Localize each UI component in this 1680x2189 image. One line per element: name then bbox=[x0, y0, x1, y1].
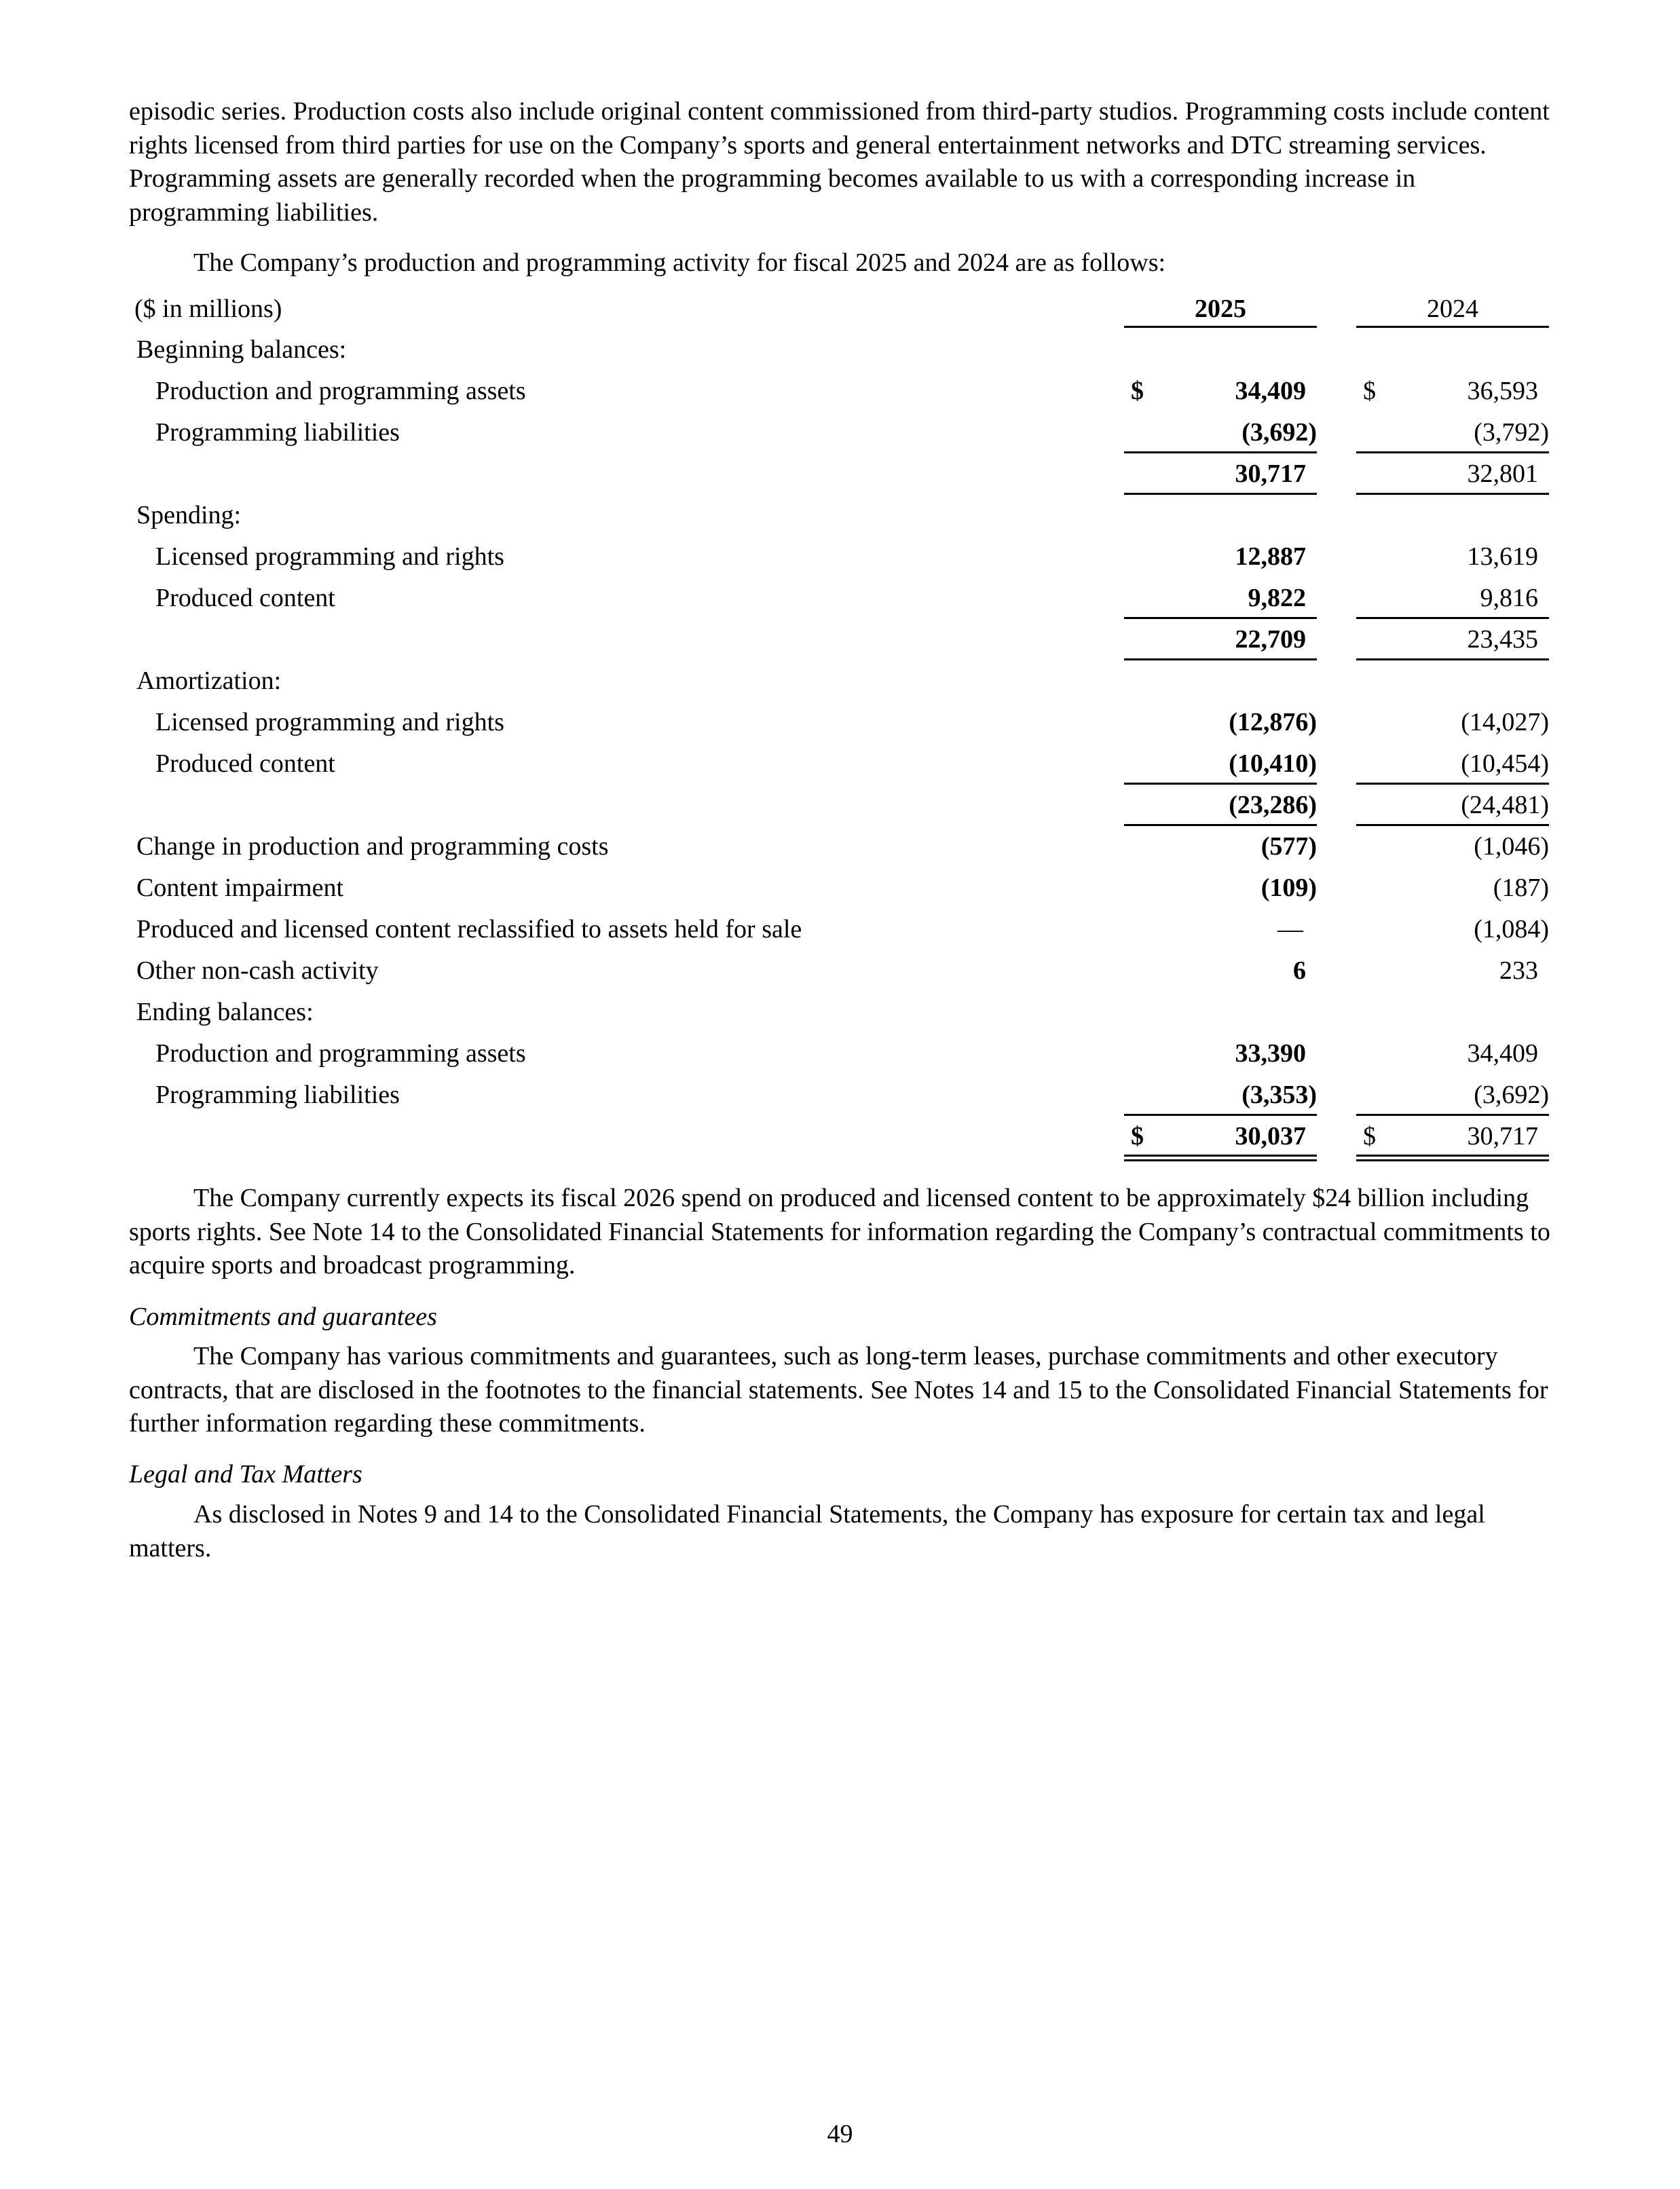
value-2025 bbox=[1124, 1036, 1317, 1070]
amount: 233 bbox=[1499, 956, 1538, 985]
value-2025 bbox=[1124, 871, 1317, 905]
row-label: Produced content bbox=[155, 749, 335, 778]
amount: (3,792) bbox=[1474, 418, 1549, 447]
subtotal-rule bbox=[1356, 1114, 1549, 1116]
subtotal-rule bbox=[1124, 451, 1317, 453]
legal-heading: Legal and Tax Matters bbox=[129, 1460, 362, 1489]
table-row bbox=[0, 954, 1680, 996]
amount: (3,692) bbox=[1474, 1081, 1549, 1109]
subtotal-rule bbox=[1356, 783, 1549, 785]
value-2024 bbox=[1356, 374, 1549, 408]
subtotal-rule bbox=[1356, 617, 1549, 619]
total-rule bbox=[1356, 824, 1549, 826]
commitments-heading: Commitments and guarantees bbox=[129, 1303, 437, 1331]
amount: 22,709 bbox=[1235, 625, 1306, 654]
amount: (1,084) bbox=[1474, 915, 1549, 943]
amount: 13,619 bbox=[1467, 542, 1538, 571]
amount: (109) bbox=[1261, 874, 1317, 902]
unit-label: ($ in millions) bbox=[134, 295, 282, 323]
table-row bbox=[0, 705, 1680, 747]
row-label: Licensed programming and rights bbox=[155, 542, 504, 571]
amount: 9,816 bbox=[1480, 584, 1538, 612]
row-label: Programming liabilities bbox=[155, 418, 400, 447]
row-label: Content impairment bbox=[136, 874, 344, 902]
table-row bbox=[0, 912, 1680, 954]
value-2024 bbox=[1356, 705, 1549, 739]
section-label: Ending balances: bbox=[136, 998, 314, 1026]
value-2024 bbox=[1356, 747, 1549, 781]
double-underline bbox=[1124, 1155, 1317, 1161]
amount: 33,390 bbox=[1235, 1039, 1306, 1068]
amount: (10,410) bbox=[1229, 749, 1317, 778]
row-label: Produced and licensed content reclassified to assets held for sale bbox=[136, 915, 802, 943]
amount: (3,692) bbox=[1242, 418, 1317, 447]
value-2024 bbox=[1356, 1036, 1549, 1070]
amount: 6 bbox=[1293, 956, 1306, 985]
value-2025 bbox=[1124, 1078, 1317, 1112]
row-label: Production and programming assets bbox=[155, 1039, 526, 1068]
value-2024 bbox=[1356, 788, 1549, 822]
value-2025 bbox=[1124, 374, 1317, 408]
table-row bbox=[0, 540, 1680, 582]
value-2025 bbox=[1124, 705, 1317, 739]
subtotal-rule bbox=[1124, 783, 1317, 785]
subtotal-rule bbox=[1124, 617, 1317, 619]
currency-symbol: $ bbox=[1363, 1122, 1376, 1150]
amount: 23,435 bbox=[1467, 625, 1538, 654]
amount: (14,027) bbox=[1461, 708, 1549, 736]
value-2025 bbox=[1124, 622, 1317, 656]
row-label: Other non-cash activity bbox=[136, 956, 379, 985]
row-label: Change in production and programming costs bbox=[136, 832, 609, 861]
subtotal-rule bbox=[1356, 451, 1549, 453]
amount: 34,409 bbox=[1467, 1039, 1538, 1068]
amount: (12,876) bbox=[1229, 708, 1317, 736]
row-label: Programming liabilities bbox=[155, 1081, 400, 1109]
amount: 30,717 bbox=[1467, 1122, 1538, 1150]
table-row bbox=[0, 374, 1680, 416]
value-2025 bbox=[1124, 457, 1317, 491]
value-2024 bbox=[1356, 457, 1549, 491]
total-rule bbox=[1124, 658, 1317, 660]
value-2025 bbox=[1124, 581, 1317, 615]
total-rule bbox=[1124, 824, 1317, 826]
value-2024 bbox=[1356, 581, 1549, 615]
table-header-row bbox=[0, 292, 1680, 334]
table-row bbox=[0, 829, 1680, 872]
commitments-text: The Company has various commitments and guarantees, such as long-term leases, purchase commitments and other executory contracts, that are disclosed in the footnotes to the financial statements. See Notes 14 and 15 to the Consolidated Financial Statements for further information regarding these commitments. bbox=[129, 1342, 1548, 1438]
value-2024 bbox=[1356, 871, 1549, 905]
currency-symbol: $ bbox=[1131, 377, 1144, 405]
currency-symbol: $ bbox=[1131, 1122, 1144, 1150]
value-2025 bbox=[1124, 829, 1317, 863]
legal-paragraph bbox=[129, 1498, 1554, 1565]
total-rule bbox=[1356, 658, 1549, 660]
value-2024 bbox=[1356, 829, 1549, 863]
value-2024 bbox=[1356, 1078, 1549, 1112]
amount: (187) bbox=[1493, 874, 1549, 902]
table-row bbox=[0, 871, 1680, 913]
section-label: Amortization: bbox=[136, 667, 282, 695]
amount: (23,286) bbox=[1229, 791, 1317, 819]
amount: 30,037 bbox=[1235, 1122, 1306, 1150]
page-number: 49 bbox=[827, 2120, 853, 2148]
value-2025 bbox=[1124, 954, 1317, 988]
value-2025 bbox=[1124, 415, 1317, 449]
value-2024 bbox=[1356, 415, 1549, 449]
lead-sentence-text: The Company’s production and programming activity for fiscal 2025 and 2024 are as follows: bbox=[193, 248, 1166, 277]
column-header-2025: 2025 bbox=[1124, 292, 1317, 328]
amount: (3,353) bbox=[1242, 1081, 1317, 1109]
section-label: Spending: bbox=[136, 501, 242, 529]
row-label: Produced content bbox=[155, 584, 335, 612]
section-amortization bbox=[0, 664, 1680, 706]
fiscal-2026-text: The Company currently expects its fiscal 2026 spend on produced and licensed content to be approximately $24 billion including sports rights. See Note 14 to the Consolidated Financial Statements for information regarding the Company’s contractual commitments to acquire sports and broadcast programming. bbox=[129, 1184, 1550, 1279]
lead-sentence bbox=[129, 246, 1554, 280]
value-2025 bbox=[1124, 747, 1317, 781]
legal-text: As disclosed in Notes 9 and 14 to the Consolidated Financial Statements, the Company has exposure for certain tax and legal matters. bbox=[129, 1500, 1485, 1563]
value-2025 bbox=[1124, 540, 1317, 574]
section-spending bbox=[0, 498, 1680, 540]
amount: (10,454) bbox=[1461, 749, 1549, 778]
value-2024 bbox=[1356, 1119, 1549, 1153]
amount: 12,887 bbox=[1235, 542, 1306, 571]
intro-paragraph: episodic series. Production costs also include original content commissioned from third-party studios. Programming costs include content rights licensed from third parties for use on the Company’s sports and general entertainment networks and DTC streaming services. Programming assets are generally recorded when the programming becomes available to us with a corresponding increase in programming liabilities. bbox=[129, 97, 1550, 227]
value-2024 bbox=[1356, 622, 1549, 656]
amount: 30,717 bbox=[1235, 460, 1306, 488]
double-underline bbox=[1356, 1155, 1549, 1161]
column-header-2024: 2024 bbox=[1356, 292, 1549, 328]
fiscal-2026-paragraph bbox=[129, 1182, 1554, 1283]
value-2024 bbox=[1356, 540, 1549, 574]
total-rule bbox=[1124, 493, 1317, 495]
total-rule bbox=[1356, 493, 1549, 495]
section-beginning-balances bbox=[0, 333, 1680, 375]
table-row bbox=[0, 1036, 1680, 1079]
row-label: Licensed programming and rights bbox=[155, 708, 504, 736]
subtotal-rule bbox=[1124, 1114, 1317, 1116]
value-2025 bbox=[1124, 788, 1317, 822]
value-2024 bbox=[1356, 912, 1549, 946]
amount: (577) bbox=[1261, 832, 1317, 861]
value-2024 bbox=[1356, 954, 1549, 988]
value-2025 bbox=[1124, 912, 1317, 946]
amount: — bbox=[1277, 915, 1303, 943]
amount: 9,822 bbox=[1248, 584, 1306, 612]
amount: 34,409 bbox=[1235, 377, 1306, 405]
section-ending-balances bbox=[0, 995, 1680, 1037]
amount: (24,481) bbox=[1461, 791, 1549, 819]
currency-symbol: $ bbox=[1363, 377, 1376, 405]
amount: (1,046) bbox=[1474, 832, 1549, 861]
amount: 32,801 bbox=[1467, 460, 1538, 488]
amount: 36,593 bbox=[1467, 377, 1538, 405]
value-2025 bbox=[1124, 1119, 1317, 1153]
commitments-paragraph bbox=[129, 1340, 1554, 1441]
row-label: Production and programming assets bbox=[155, 377, 526, 405]
section-label: Beginning balances: bbox=[136, 335, 347, 364]
